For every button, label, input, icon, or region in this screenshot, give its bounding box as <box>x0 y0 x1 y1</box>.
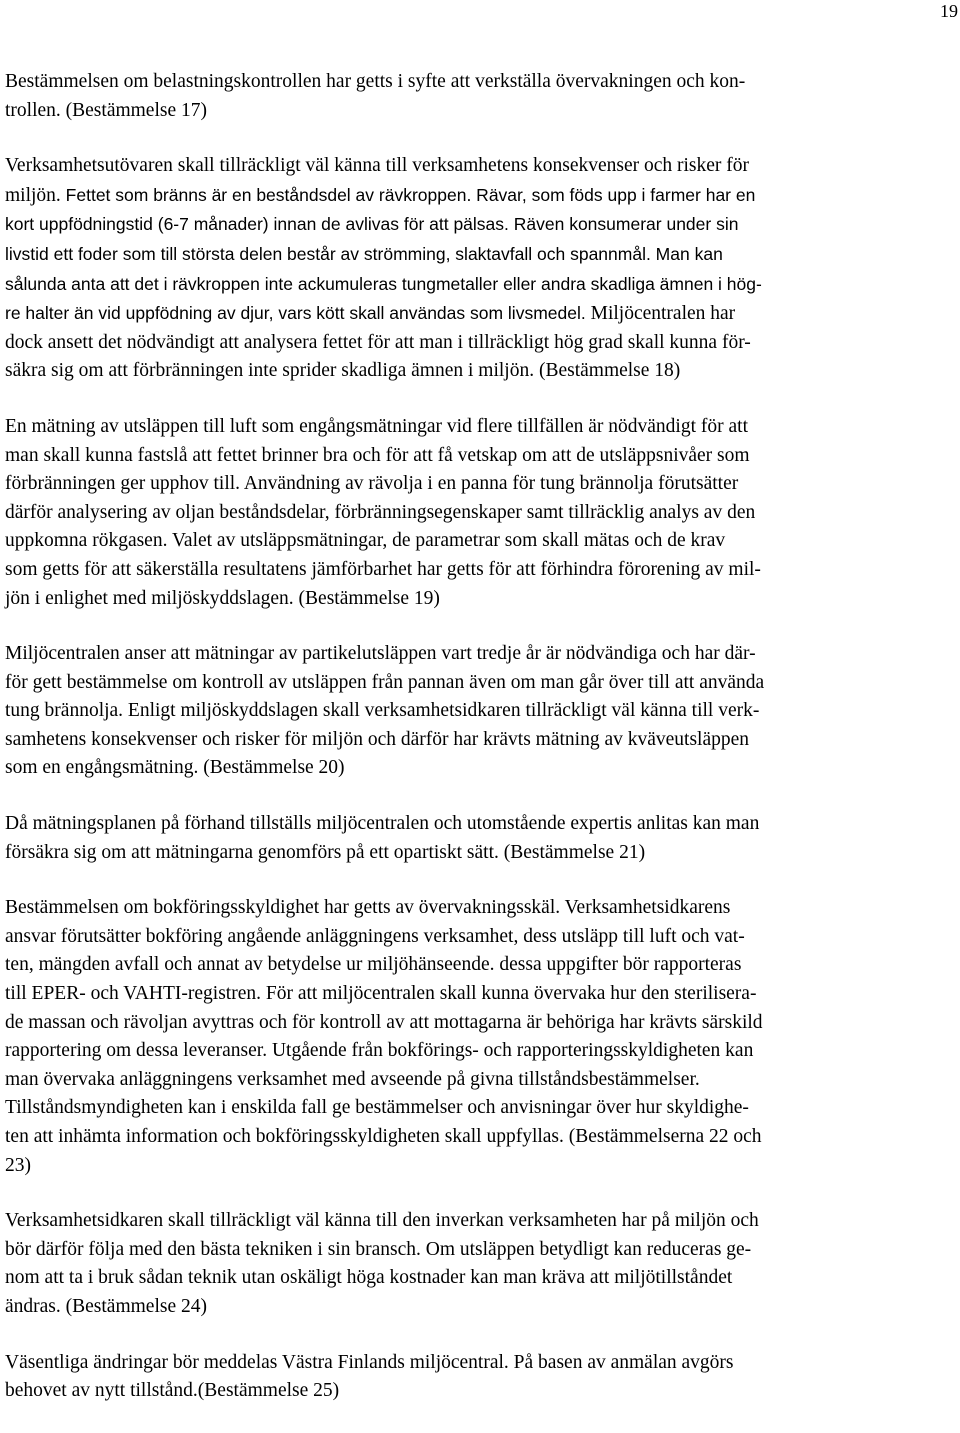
page-number: 19 <box>940 1 958 21</box>
document-body <box>5 68 955 1433</box>
paragraph-text: Miljöcentralen anser att mätningar av partikelutsläppen vart tredje år är nödvändiga och har där- för gett bestämmelse om kontroll av utsläppen från pannan även om man går över till att använda tung brännolja. Enligt miljöskyddslagen skall verksamhetsidkaren tillräckligt väl känna till verk- samhetens konsekvenser och risker för miljön och därför har krävts mätning av kväveutsläppen som en engångsmätning. (Bestämmelse 20) <box>5 643 765 779</box>
paragraph-text-sans: Fettet som bränns är en beståndsdel av rävkroppen. Rävar, som föds upp i farmer har en kort uppfödningstid (6-7 månader) innan de avlivas för att pälsas. Räven konsumerar under sin livstid ett foder som till största delen består av strömming, slaktavfall och spannmål. Man kan sålunda anta att det i rävkroppen inte ackumuleras tungmetaller eller andra skadliga ämnen i hög- re halter än vid uppfödning av djur, vars kött skall användas som livsmedel. <box>5 184 762 324</box>
paragraph-text: Verksamhetsidkaren skall tillräckligt väl känna till den inverkan verksamheten har på miljön och bör därför följa med den bästa tekniken i sin bransch. Om utsläppen betydligt kan reduceras ge- nom att ta i bruk sådan teknik utan oskäligt höga kostnader kan man kräva att miljötillståndet ändras. (Bestämmelse 24) <box>5 1210 759 1317</box>
paragraph-text: Verksamhetsutövaren skall tillräckligt väl känna till verksamhetens konsekvenser och risker för miljön. <box>5 155 750 206</box>
paragraph-bestammelse-22-23 <box>5 894 955 1180</box>
paragraph-bestammelse-24 <box>5 1207 955 1321</box>
paragraph-text: Bestämmelsen om belastningskontrollen har getts i syfte att verkställa övervakningen och kon- trollen. (Bestämmelse 17) <box>5 71 746 121</box>
paragraph-text: Miljöcentralen har dock ansett det nödvändigt att analysera fettet för att man i tillräckligt hög grad skall kunna för- säkra sig om att förbränningen inte sprider skadliga ämnen i miljön. (Bestämmelse 18) <box>5 303 751 382</box>
paragraph-text: Bestämmelsen om bokföringsskyldighet har getts av övervakningsskäl. Verksamhetsidkarens ansvar förutsätter bokföring angående anläggningens verksamhet, dess utsläpp till luft och vat- ten, mängden avfall och annat av betydelse ur miljöhänseende. dessa uppgifter bör rapporteras till EPER- och VAHTI-registren. För att miljöcentralen skall kunna övervaka hur den sterilisera- de massan och rävoljan avyttras och för kontroll av att mottagarna är behöriga har krävts särskild rapportering om dessa leveranser. Utgående från bokförings- och rapporteringsskyldigheten kan man övervaka anläggningens verksamhet med avseende på givna tillståndsbestämmelser. Tillståndsmyndigheten kan i enskilda fall ge bestämmelser och anvisningar över hur skyldighe- ten att inhämta information och bokföringsskyldigheten skall uppfyllas. (Bestämmelserna 22 och 23) <box>5 897 763 1176</box>
paragraph-bestammelse-17 <box>5 68 955 125</box>
paragraph-text: Väsentliga ändringar bör meddelas Västra Finlands miljöcentral. På basen av anmälan avgörs behovet av nytt tillstånd.(Bestämmelse 25) <box>5 1351 734 1402</box>
paragraph-bestammelse-20 <box>5 640 955 783</box>
paragraph-bestammelse-25 <box>5 1349 955 1406</box>
paragraph-bestammelse-19 <box>5 413 955 613</box>
paragraph-text: En mätning av utsläppen till luft som engångsmätningar vid flere tillfällen är nödvändigt för att man skall kunna fastslå att fettet brinner bra och för att få vetskap om att de utsläppsnivåer som förbränningen ger upphov till. Användning av rävolja i en panna för tung brännolja förutsätter därför analysering av oljan beståndsdelar, förbränningsegenskaper samt tillräcklig analys av den uppkomna rökgasen. Valet av utsläppsmätningar, de parametrar som skall mätas och de krav som getts för att säkerställa resultatens jämförbarhet har getts för att förhindra förorening av mil- jön i enlighet med miljöskyddslagen. (Bestämmelse 19) <box>5 415 761 609</box>
paragraph-bestammelse-21 <box>5 810 955 867</box>
paragraph-text: Då mätningsplanen på förhand tillställs miljöcentralen och utomstående expertis anlitas kan man försäkra sig om att mätningarna genomförs på ett opartiskt sätt. (Bestämmelse 21) <box>5 813 760 863</box>
paragraph-bestammelse-18 <box>5 152 955 386</box>
